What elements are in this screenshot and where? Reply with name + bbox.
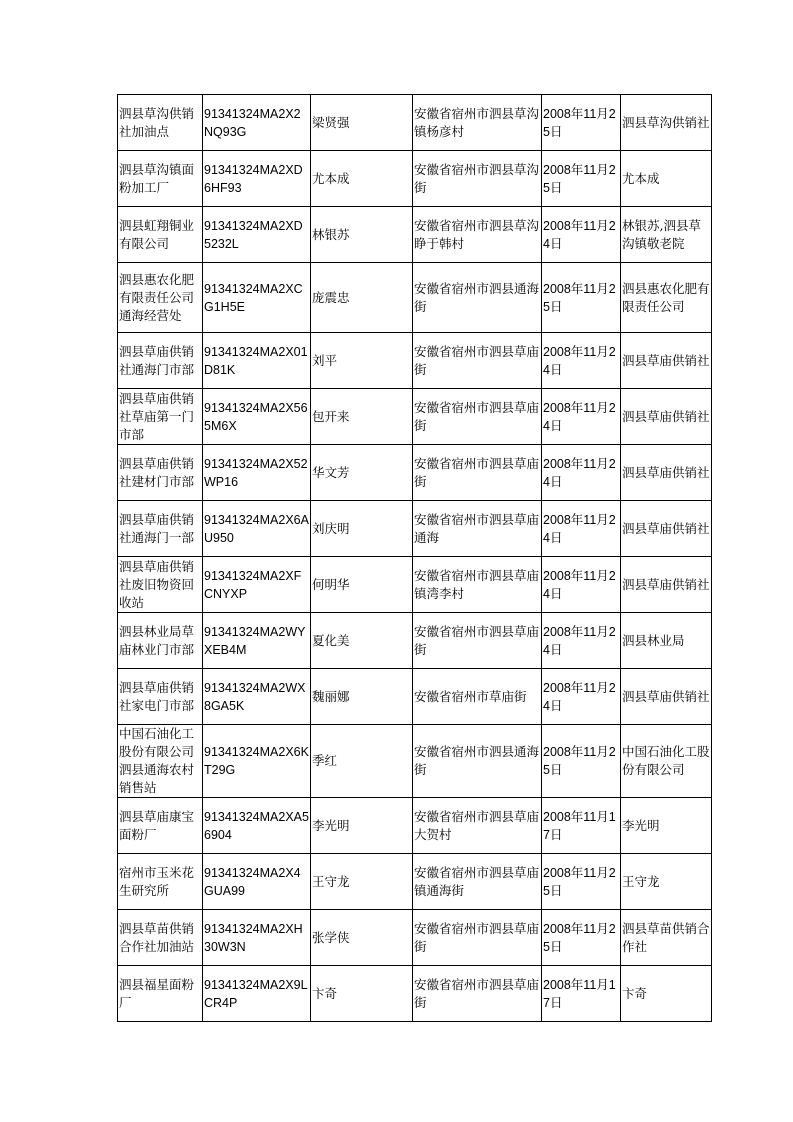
legal-person-cell: 林银苏 bbox=[311, 207, 413, 263]
enterprise-name-cell: 宿州市玉米花生研究所 bbox=[118, 854, 203, 910]
enterprise-name-cell: 泗县福星面粉厂 bbox=[118, 966, 203, 1022]
table-row bbox=[118, 910, 712, 966]
table-row bbox=[118, 207, 712, 263]
address-cell: 安徽省宿州市泗县草沟镇杨彦村 bbox=[413, 95, 542, 151]
address-cell: 安徽省宿州市泗县通海街 bbox=[413, 263, 542, 333]
address-cell: 安徽省宿州市泗县通海街 bbox=[413, 725, 542, 798]
legal-person-cell: 包开来 bbox=[311, 389, 413, 445]
table-body bbox=[118, 95, 712, 1022]
date-cell: 2008年11月24日 bbox=[542, 445, 621, 501]
investor-cell: 泗县草沟供销社 bbox=[621, 95, 712, 151]
table-row bbox=[118, 445, 712, 501]
date-cell: 2008年11月24日 bbox=[542, 669, 621, 725]
table-row bbox=[118, 854, 712, 910]
table-row bbox=[118, 501, 712, 557]
credit-code-cell: 91341324MA2X2NQ93G bbox=[203, 95, 311, 151]
date-cell: 2008年11月24日 bbox=[542, 333, 621, 389]
enterprise-name-cell: 泗县草苗供销合作社加油站 bbox=[118, 910, 203, 966]
legal-person-cell: 尤本成 bbox=[311, 151, 413, 207]
legal-person-cell: 夏化美 bbox=[311, 613, 413, 669]
enterprise-name-cell: 泗县草庙供销社草庙第一门市部 bbox=[118, 389, 203, 445]
date-cell: 2008年11月24日 bbox=[542, 207, 621, 263]
table-row bbox=[118, 263, 712, 333]
credit-code-cell: 91341324MA2X6KT29G bbox=[203, 725, 311, 798]
date-cell: 2008年11月25日 bbox=[542, 95, 621, 151]
address-cell: 安徽省宿州市泗县草庙街 bbox=[413, 389, 542, 445]
enterprise-name-cell: 泗县草庙供销社通海门一部 bbox=[118, 501, 203, 557]
enterprise-name-cell: 中国石油化工股份有限公司泗县通海农村销售站 bbox=[118, 725, 203, 798]
address-cell: 安徽省宿州市泗县草庙大贺村 bbox=[413, 798, 542, 854]
date-cell: 2008年11月25日 bbox=[542, 263, 621, 333]
investor-cell: 王守龙 bbox=[621, 854, 712, 910]
legal-person-cell: 刘平 bbox=[311, 333, 413, 389]
credit-code-cell: 91341324MA2XA56904 bbox=[203, 798, 311, 854]
legal-person-cell: 刘庆明 bbox=[311, 501, 413, 557]
enterprise-name-cell: 泗县林业局草庙林业门市部 bbox=[118, 613, 203, 669]
table-row bbox=[118, 333, 712, 389]
address-cell: 安徽省宿州市草庙街 bbox=[413, 669, 542, 725]
date-cell: 2008年11月25日 bbox=[542, 151, 621, 207]
legal-person-cell: 李光明 bbox=[311, 798, 413, 854]
address-cell: 安徽省宿州市泗县草庙镇湾李村 bbox=[413, 557, 542, 613]
investor-cell: 泗县林业局 bbox=[621, 613, 712, 669]
credit-code-cell: 91341324MA2WYXEB4M bbox=[203, 613, 311, 669]
credit-code-cell: 91341324MA2XD6HF93 bbox=[203, 151, 311, 207]
address-cell: 安徽省宿州市泗县草庙街 bbox=[413, 910, 542, 966]
table-row bbox=[118, 613, 712, 669]
investor-cell: 李光明 bbox=[621, 798, 712, 854]
legal-person-cell: 华文芳 bbox=[311, 445, 413, 501]
date-cell: 2008年11月25日 bbox=[542, 910, 621, 966]
date-cell: 2008年11月24日 bbox=[542, 501, 621, 557]
investor-cell: 泗县草庙供销社 bbox=[621, 501, 712, 557]
legal-person-cell: 何明华 bbox=[311, 557, 413, 613]
enterprise-name-cell: 泗县虹翔铜业有限公司 bbox=[118, 207, 203, 263]
table-row bbox=[118, 151, 712, 207]
investor-cell: 林银苏,泗县草沟镇敬老院 bbox=[621, 207, 712, 263]
enterprise-name-cell: 泗县草沟镇面粉加工厂 bbox=[118, 151, 203, 207]
table-row bbox=[118, 725, 712, 798]
investor-cell: 卞奇 bbox=[621, 966, 712, 1022]
enterprise-name-cell: 泗县草沟供销社加油点 bbox=[118, 95, 203, 151]
date-cell: 2008年11月17日 bbox=[542, 966, 621, 1022]
investor-cell: 泗县草庙供销社 bbox=[621, 333, 712, 389]
legal-person-cell: 卞奇 bbox=[311, 966, 413, 1022]
enterprise-name-cell: 泗县草庙供销社废旧物资回收站 bbox=[118, 557, 203, 613]
date-cell: 2008年11月25日 bbox=[542, 854, 621, 910]
legal-person-cell: 张学侠 bbox=[311, 910, 413, 966]
address-cell: 安徽省宿州市泗县草沟睁于韩村 bbox=[413, 207, 542, 263]
credit-code-cell: 91341324MA2XFCNYXP bbox=[203, 557, 311, 613]
credit-code-cell: 91341324MA2WX8GA5K bbox=[203, 669, 311, 725]
address-cell: 安徽省宿州市泗县草庙街 bbox=[413, 445, 542, 501]
enterprise-name-cell: 泗县惠农化肥有限责任公司通海经营处 bbox=[118, 263, 203, 333]
credit-code-cell: 91341324MA2X01D81K bbox=[203, 333, 311, 389]
legal-person-cell: 王守龙 bbox=[311, 854, 413, 910]
registry-table bbox=[117, 94, 712, 1022]
investor-cell: 尤本成 bbox=[621, 151, 712, 207]
investor-cell: 泗县草庙供销社 bbox=[621, 557, 712, 613]
enterprise-name-cell: 泗县草庙供销社家电门市部 bbox=[118, 669, 203, 725]
enterprise-name-cell: 泗县草庙供销社通海门市部 bbox=[118, 333, 203, 389]
enterprise-name-cell: 泗县草庙康宝面粉厂 bbox=[118, 798, 203, 854]
table-row bbox=[118, 966, 712, 1022]
address-cell: 安徽省宿州市泗县草庙通海 bbox=[413, 501, 542, 557]
credit-code-cell: 91341324MA2X6AU950 bbox=[203, 501, 311, 557]
investor-cell: 泗县惠农化肥有限责任公司 bbox=[621, 263, 712, 333]
address-cell: 安徽省宿州市泗县草庙街 bbox=[413, 613, 542, 669]
legal-person-cell: 梁贤强 bbox=[311, 95, 413, 151]
date-cell: 2008年11月24日 bbox=[542, 613, 621, 669]
date-cell: 2008年11月24日 bbox=[542, 389, 621, 445]
address-cell: 安徽省宿州市泗县草庙街 bbox=[413, 333, 542, 389]
address-cell: 安徽省宿州市泗县草庙镇通海街 bbox=[413, 854, 542, 910]
table-row bbox=[118, 557, 712, 613]
table-row bbox=[118, 669, 712, 725]
investor-cell: 中国石油化工股份有限公司 bbox=[621, 725, 712, 798]
enterprise-name-cell: 泗县草庙供销社建材门市部 bbox=[118, 445, 203, 501]
date-cell: 2008年11月24日 bbox=[542, 557, 621, 613]
address-cell: 安徽省宿州市泗县草沟街 bbox=[413, 151, 542, 207]
credit-code-cell: 91341324MA2X52WP16 bbox=[203, 445, 311, 501]
credit-code-cell: 91341324MA2XD5232L bbox=[203, 207, 311, 263]
address-cell: 安徽省宿州市泗县草庙街 bbox=[413, 966, 542, 1022]
legal-person-cell: 魏丽娜 bbox=[311, 669, 413, 725]
credit-code-cell: 91341324MA2X4GUA99 bbox=[203, 854, 311, 910]
legal-person-cell: 庞震忠 bbox=[311, 263, 413, 333]
legal-person-cell: 季红 bbox=[311, 725, 413, 798]
investor-cell: 泗县草庙供销社 bbox=[621, 445, 712, 501]
investor-cell: 泗县草庙供销社 bbox=[621, 389, 712, 445]
table-row bbox=[118, 95, 712, 151]
credit-code-cell: 91341324MA2XCG1H5E bbox=[203, 263, 311, 333]
date-cell: 2008年11月25日 bbox=[542, 725, 621, 798]
table-row bbox=[118, 389, 712, 445]
credit-code-cell: 91341324MA2XH30W3N bbox=[203, 910, 311, 966]
credit-code-cell: 91341324MA2X9LCR4P bbox=[203, 966, 311, 1022]
table-row bbox=[118, 798, 712, 854]
credit-code-cell: 91341324MA2X565M6X bbox=[203, 389, 311, 445]
investor-cell: 泗县草苗供销合作社 bbox=[621, 910, 712, 966]
investor-cell: 泗县草庙供销社 bbox=[621, 669, 712, 725]
date-cell: 2008年11月17日 bbox=[542, 798, 621, 854]
